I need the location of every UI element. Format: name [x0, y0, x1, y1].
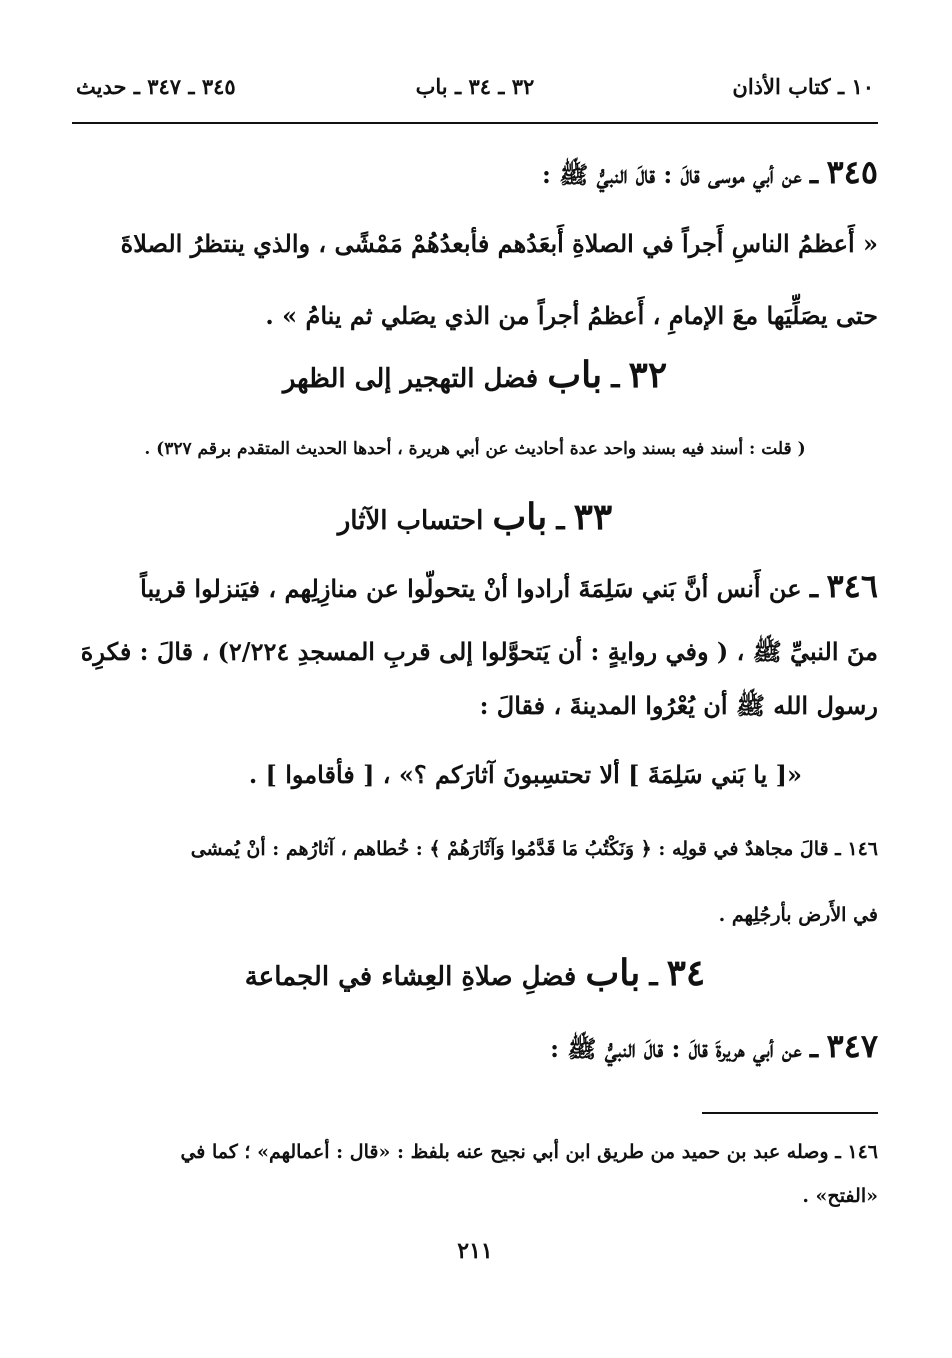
hadith-346-text: [72, 550, 878, 817]
book-page: [72, 60, 878, 1340]
hadith-346-line-1-text: عن أَنس أنَّ بَني سَلِمَةَ أرادوا أنْ يتحولّوا عن منازِلِهم ، فيَنزلوا قريباً: [140, 574, 802, 603]
hadith-347-dash: ـ: [809, 1031, 819, 1064]
chapter-34-title: فضلِ صلاةِ العِشاء في الجماعة: [244, 962, 577, 992]
chapter-34-word: باب: [585, 952, 641, 994]
hadith-346-line-2: منَ النبيِّ ﷺ ، ( وفي روايةٍ : أن يَتحوَّلوا إلى قربِ المسجدِ ٢/٢٢٤) ، قالَ : فكرِهَ: [80, 637, 878, 666]
hadith-345-dash: ـ: [809, 157, 819, 190]
chapter-32-title: فضل التهجير إلى الظهر: [282, 364, 539, 394]
chapter-32-number: ٣٢: [628, 354, 668, 396]
chapter-34-dash: ـ: [649, 959, 658, 992]
hadith-345-number: ٣٤٥: [826, 153, 878, 191]
chapter-32-heading: [72, 350, 878, 404]
header-chapter: ١٠ ـ كتاب الأذان: [732, 74, 874, 99]
chapter-33-heading: [72, 492, 878, 546]
hadith-347-intro: عن أبي هريرةَ قالَ : قالَ النبيُّ ﷺ :: [550, 1034, 802, 1063]
footnote-146: [72, 1130, 878, 1218]
chapter-33-title: احتساب الآثار: [337, 506, 484, 536]
hadith-346-number: ٣٤٦: [826, 567, 878, 605]
chapter-33-dash: ـ: [556, 503, 565, 536]
chapter-32-dash: ـ: [611, 361, 620, 394]
hadith-347-heading: [72, 1026, 878, 1069]
hadith-346-line-3: رسول الله ﷺ أن يُعْرُوا المدينةَ ، فقالَ :: [479, 691, 878, 720]
hadith-347-number: ٣٤٧: [826, 1027, 878, 1065]
hadith-346-dash: ـ: [809, 571, 819, 604]
chapter-32-word: باب: [547, 354, 603, 396]
comment-146-line-2: في الأَرض بأرجُلِهم .: [718, 904, 878, 926]
hadith-345-text: [72, 208, 878, 352]
hadith-345-line-2: حتى يصَلِّيَها معَ الإمامِ ، أَعظمُ أجراً من الذي يصَلي ثم ينامُ » .: [265, 301, 878, 330]
chapter-32-note: ( قلت : أسند فيه بسند واحد عدة أحاديث عن أبي هريرة ، أحدها الحديث المتقدم برقم ٣٢٧) .: [144, 439, 806, 459]
hadith-345-intro: عن أبي موسى قالَ : قالَ النبيُّ ﷺ :: [542, 160, 802, 189]
chapter-34-number: ٣٤: [666, 952, 706, 994]
running-header: [72, 74, 878, 114]
comment-146: [72, 816, 878, 948]
chapter-34-heading: [72, 948, 878, 1002]
chapter-33-number: ٣٣: [573, 496, 613, 538]
header-rule: [72, 122, 878, 124]
hadith-345-heading: [72, 152, 878, 195]
footnote-line-2: «الفتح» .: [802, 1185, 878, 1207]
page-number: ٢١١: [457, 1238, 493, 1264]
header-section: ٣٢ ـ ٣٤ ـ باب: [415, 74, 535, 99]
hadith-346-line-1: [72, 550, 878, 625]
hadith-346-line-4: «[ يا بَني سَلِمَةَ ] ألا تحتسِبونَ آثارَكم ؟» ، [ فأقاموا ] .: [248, 760, 802, 789]
chapter-33-word: باب: [492, 496, 548, 538]
comment-146-line-1: ١٤٦ ـ قالَ مجاهدٌ في قولِه : ﴿ وَنَكْتُبُ مَا قَدَّمُوا وَآثَارَهُمْ ﴾ : خُطاهم ، آثارُهم : أنْ يُمشى: [190, 838, 878, 860]
footnote-line-1: ١٤٦ ـ وصله عبد بن حميد من طريق ابن أبي نجيح عنه بلفظ : «قال : أعمالهم» ؛ كما في: [180, 1141, 878, 1163]
hadith-345-line-1: « أَعظمُ الناسِ أَجراً في الصلاةِ أَبعَدُهم فأبعدُهُمْ مَمْشًى ، والذي ينتظرُ الصلاةَ: [120, 229, 878, 258]
footnote-rule: [702, 1112, 878, 1114]
header-hadith-range: ٣٤٥ ـ ٣٤٧ ـ حديث: [76, 74, 236, 99]
